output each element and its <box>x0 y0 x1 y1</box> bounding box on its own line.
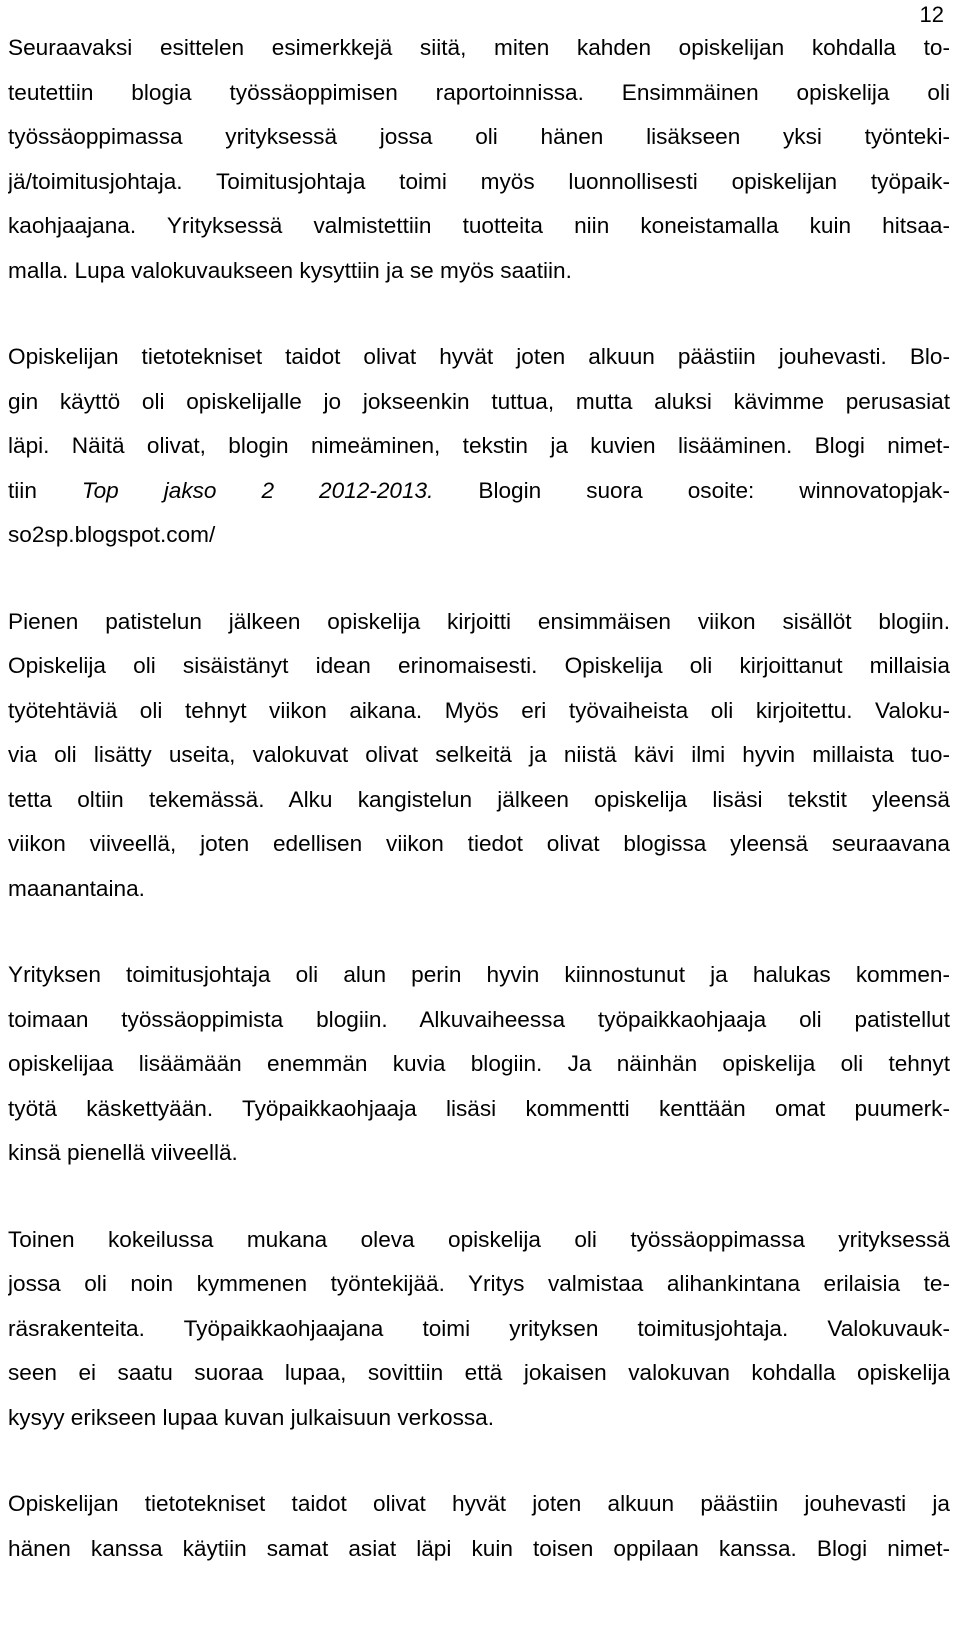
text-line: kysyy erikseen lupaa kuvan julkaisuun verkossa. <box>8 1404 495 1430</box>
blog-name-italic: Top jakso 2 2012-2013. <box>81 477 434 503</box>
paragraph <box>8 335 950 558</box>
text-line: so2sp.blogspot.com/ <box>8 522 216 547</box>
text-line <box>8 469 950 514</box>
text-line: hänen kanssa käytiin samat asiat läpi kuin toisen oppilaan kanssa. Blogi nimet- <box>8 1535 950 1561</box>
text-line: Seuraavaksi esittelen esimerkkejä siitä, miten kahden opiskelijan kohdalla to- <box>8 35 950 60</box>
text-line: kaohjaajana. Yrityksessä valmistettiin tuotteita niin koneistamalla kuin hitsaa- <box>8 213 950 238</box>
text-line: seen ei saatu suoraa lupaa, sovittiin että jokaisen valokuvan kohdalla opiskelija <box>8 1360 950 1385</box>
document-body <box>8 26 950 1571</box>
text-segment: tiin <box>8 477 37 503</box>
paragraph <box>8 600 950 912</box>
text-line: räsrakenteita. Työpaikkaohjaajana toimi yrityksen toimitusjohtaja. Valokuvauk- <box>8 1315 950 1341</box>
text-line: viikon viiveellä, joten edellisen viikon tiedot olivat blogissa yleensä seuraavana <box>8 831 950 856</box>
text-line: työssäoppimassa yrityksessä jossa oli hänen lisäkseen yksi työnteki- <box>8 124 950 149</box>
text-segment: Blogin suora osoite: winnovatopjak- <box>478 477 950 503</box>
text-line: Opiskelija oli sisäistänyt idean erinomaisesti. Opiskelija oli kirjoittanut millaisia <box>8 653 950 678</box>
paragraph <box>8 26 950 293</box>
text-line: jossa oli noin kymmenen työntekijää. Yritys valmistaa alihankintana erilaisia te- <box>8 1271 950 1296</box>
text-line: Yrityksen toimitusjohtaja oli alun perin hyvin kiinnostunut ja halukas kommen- <box>8 962 950 987</box>
text-line: maanantaina. <box>8 875 145 901</box>
page-number: 12 <box>919 2 944 27</box>
text-line: teutettiin blogia työssäoppimisen raportoinnissa. Ensimmäinen opiskelija oli <box>8 79 950 105</box>
text-line: läpi. Näitä olivat, blogin nimeäminen, tekstin ja kuvien lisääminen. Blogi nimet- <box>8 433 950 458</box>
text-line: gin käyttö oli opiskelijalle jo jokseenkin tuttua, mutta aluksi kävimme perusasiat <box>8 388 950 414</box>
text-line: malla. Lupa valokuvaukseen kysyttiin ja se myös saatiin. <box>8 257 572 283</box>
text-line: työtehtäviä oli tehnyt viikon aikana. Myös eri työvaiheista oli kirjoitettu. Valoku- <box>8 697 950 723</box>
text-line: via oli lisätty useita, valokuvat olivat selkeitä ja niistä kävi ilmi hyvin millaista tuo- <box>8 742 950 767</box>
text-line: työtä käskettyään. Työpaikkaohjaaja lisäsi kommentti kenttään omat puumerk- <box>8 1095 950 1121</box>
text-line: Opiskelijan tietotekniset taidot olivat hyvät joten alkuun päästiin jouhevasti. Blo- <box>8 344 950 369</box>
text-line: toimaan työssäoppimista blogiin. Alkuvaiheessa työpaikkaohjaaja oli patistellut <box>8 1006 950 1032</box>
text-line: jä/toimitusjohtaja. Toimitusjohtaja toimi myös luonnollisesti opiskelijan työpaik- <box>8 168 950 194</box>
paragraph <box>8 1218 950 1441</box>
paragraph <box>8 1482 950 1571</box>
text-line: Toinen kokeilussa mukana oleva opiskelija oli työssäoppimassa yrityksessä <box>8 1226 950 1252</box>
text-line: tetta oltiin tekemässä. Alku kangistelun jälkeen opiskelija lisäsi tekstit yleensä <box>8 786 950 812</box>
paragraph <box>8 953 950 1176</box>
text-line: Pienen patistelun jälkeen opiskelija kirjoitti ensimmäisen viikon sisällöt blogiin. <box>8 608 950 634</box>
text-line: opiskelijaa lisäämään enemmän kuvia blogiin. Ja näinhän opiskelija oli tehnyt <box>8 1051 950 1076</box>
text-line: Opiskelijan tietotekniset taidot olivat hyvät joten alkuun päästiin jouhevasti ja <box>8 1491 950 1516</box>
text-line: kinsä pienellä viiveellä. <box>8 1140 238 1165</box>
